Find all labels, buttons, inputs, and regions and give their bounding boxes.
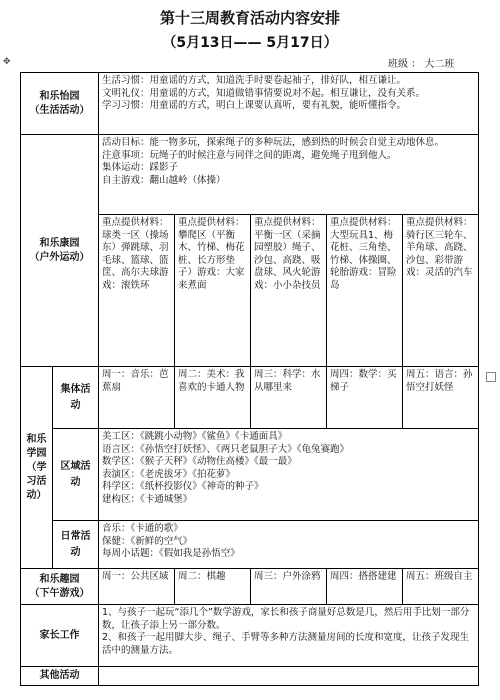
games-cell: 周三：户外涂鸦 <box>251 569 327 605</box>
health-line: 活动目标：能一物多玩，探索绳子的多种玩法，感到热的时候会自觉主动地休息。 <box>102 137 445 148</box>
group-cell: 周四：数学：买梯子 <box>327 367 403 429</box>
study-label-cell <box>21 367 53 569</box>
other-label: 其他活动 <box>21 667 99 686</box>
health-line: 自主游戏：翻山越岭（体操） <box>102 174 226 186</box>
row-parents <box>21 605 479 667</box>
row-life <box>21 73 479 135</box>
area-line: 科学区：《纸杯投影仪》《神奇的种子》 <box>102 481 264 492</box>
material-cell: 重点提供材料：大型玩具1、梅花桩、三角垫、竹梯、体操圈、轮胎游戏：冒险岛 <box>327 215 403 367</box>
group-label: 集体活动 <box>53 367 99 429</box>
health-line: 注意事项：玩绳子的时候注意与同伴之间的距离，避免绳子甩到他人。 <box>102 149 397 161</box>
games-label-cell <box>21 569 99 605</box>
row-study-area <box>21 429 479 521</box>
life-content <box>99 73 479 135</box>
life-sublabel: （生活活动） <box>29 104 90 116</box>
page-title: 第十三周教育活动内容安排 <box>159 9 340 27</box>
health-line: 集体运动：踩影子 <box>102 162 179 173</box>
daily-content <box>99 521 479 569</box>
games-cell: 周四：搭搭建建 <box>327 569 403 605</box>
games-cell: 周一：公共区域 <box>99 569 175 605</box>
games-cell: 周二：棋趣 <box>175 569 251 605</box>
area-label: 区域活动 <box>53 429 99 521</box>
parents-line: 2、和孩子一起用脚大步、绳子、手臂等多种方法测量房间的长度和宽度，让孩子发现生活中的测量方法。 <box>102 632 470 656</box>
health-label-cell <box>21 135 99 367</box>
group-cell: 周五：语言：孙悟空打妖怪 <box>403 367 479 429</box>
area-line: 美工区：《跳跳小动物》《鲨鱼》《卡通面具》 <box>102 431 288 442</box>
daily-line: 保健：《新鲜的空气》 <box>102 535 193 547</box>
games-cell: 周五：班级自主 <box>403 569 479 605</box>
row-study-daily <box>21 521 479 569</box>
life-line: 文明礼仪：用童谣的方式，知道做错事情要说对不起。相互谦让，没有关系。 <box>102 87 426 99</box>
life-label-cell <box>21 73 99 135</box>
area-line: 数学区：《猴子天秤》《动物住高楼》《最一最》 <box>102 456 297 467</box>
table-resize-icon[interactable] <box>486 372 496 382</box>
area-line: 语言区：《孙悟空打妖怪》、《两只老鼠胆子大》《龟兔赛跑》 <box>102 443 350 455</box>
parents-content <box>99 605 479 667</box>
row-other <box>21 667 479 686</box>
daily-line: 每周小话题：《假如我是孙悟空》 <box>102 548 240 559</box>
material-cell: 重点提供材料：球类一区（操场东）弹跳球、羽毛球、篮球、篮筐、高尔夫球游戏：滚铁环 <box>99 215 175 367</box>
life-label: 和乐怡园 <box>39 90 80 102</box>
group-cell: 周三：科学：水从哪里来 <box>251 367 327 429</box>
daily-line: 音乐：《卡通的歌》 <box>102 523 183 534</box>
material-cell: 重点提供材料：骑行区三轮车、羊角球、高跷、沙包、彩带游戏：灵活的汽车 <box>403 215 479 367</box>
area-line: 建构区：《卡通城堡》 <box>102 493 193 505</box>
material-cell: 重点提供材料：攀爬区（平衡木、竹梯、梅花桩、长方形垫子）游戏：大家来煮面 <box>175 215 251 367</box>
games-sublabel: （下午游戏） <box>29 587 90 599</box>
date-range: （5月13日—— 5月17日） <box>162 35 338 51</box>
row-study-group <box>21 367 479 429</box>
group-cell: 周二：美术：我喜欢的卡通人物 <box>175 367 251 429</box>
daily-label: 日常活动 <box>53 521 99 569</box>
health-label: 和乐康园 <box>39 237 80 249</box>
class-label: 班级 ： 大二班 <box>388 59 455 70</box>
table-move-icon[interactable]: ✥ <box>3 57 11 67</box>
schedule-table <box>20 72 479 686</box>
health-content <box>99 135 479 215</box>
group-cell: 周一：音乐：芭蕉扇 <box>99 367 175 429</box>
parents-label: 家长工作 <box>21 605 99 667</box>
life-line: 学习习惯：用童谣的方式，明白上课要认真听，要有礼貌，能听懂指令。 <box>102 100 407 111</box>
row-health <box>21 135 479 215</box>
health-sublabel: （户外运动） <box>29 251 90 263</box>
other-content <box>99 667 479 686</box>
study-label: 和乐学园（学习活动） <box>26 433 47 501</box>
row-games <box>21 569 479 605</box>
area-line: 表演区：《老虎拔牙》《拍花萝》 <box>102 468 236 480</box>
area-content <box>99 429 479 521</box>
life-line: 生活习惯：用童谣的方式，知道洗手时要卷起袖子，排好队，相互谦让。 <box>102 75 407 86</box>
material-cell: 重点提供材料：平衡一区（采摘园塑胶）绳子、沙包、高跷、吸盘球、风火轮游戏：小小杂技员 <box>251 215 327 367</box>
parents-line: 1、与孩子一起玩“添几个”数学游戏，家长和孩子商量好总数是几，然后用手比划一部分数，让孩子添上另一部分数。 <box>102 607 470 631</box>
games-label: 和乐趣园 <box>39 573 80 585</box>
